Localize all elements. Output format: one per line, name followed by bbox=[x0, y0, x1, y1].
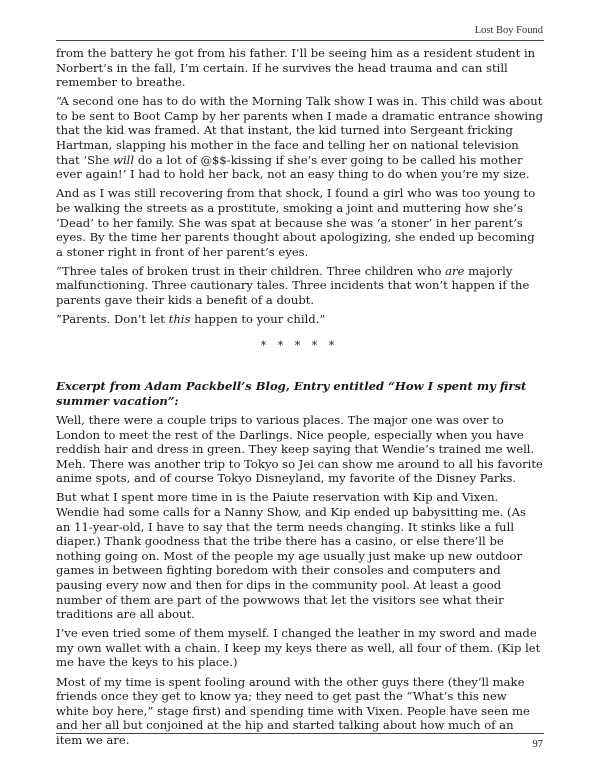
paragraph: Most of my time is spent fooling around with the other guys there (they’ll make friends once they get to know ya; they need to get past the “What’s this new white boy here,” stage first) and spending time with Vixen. People have seen me and her all but conjoined at the hip and started talking about how much of an item we are. bbox=[56, 674, 530, 747]
paragraph: And as I was still recovering from that shock, I found a girl who was too young to be walking the streets as a prostitute, smoking a joint and muttering how she’s ‘Dead’ to her family. She was spat at because she was ‘a stoner’ in her parent’s eyes. By the time her parents thought about apologizing, she ended up becoming a stoner right in front of her parent’s eyes. bbox=[56, 186, 536, 259]
blog-heading: Excerpt from Adam Packbell’s Blog, Entry entitled “How I spent my first summer vacation”: bbox=[56, 379, 527, 408]
paragraph: “Parents. Don’t let this happen to your child.” bbox=[56, 312, 326, 327]
page-body bbox=[56, 46, 543, 752]
section-separator: * * * * * bbox=[260, 338, 339, 352]
paragraph: “A second one has to do with the Morning Talk show I was in. This child was about to be sent to Boot Camp by her parents when I made a dramatic entrance showing that the kid was framed. At that instant, the kid turned into Sergeant fricking Hartman, slapping his mother in the face and telling her on national television that ‘She will do a lot of @$$-kissing if she’s ever going to be called his mother ever again!’ I had to hold her back, not an easy thing to do when you’re my size. bbox=[56, 94, 543, 182]
header-rule bbox=[56, 40, 544, 41]
paragraph: Well, there were a couple trips to various places. The major one was over to London to meet the rest of the Darlings. Nice people, especially when you have reddish hair and dress in green. They keep saying that Wendie’s trained me well. Meh. There was another trip to Tokyo so Jei can show me around to all his favorite anime spots, and of course Tokyo Disneyland, my favorite of the Disney Parks. bbox=[56, 412, 543, 486]
page-number: 97 bbox=[532, 739, 543, 750]
paragraph: But what I spent more time in is the Paiute reservation with Kip and Vixen. Wendie had some calls for a Nanny Show, and Kip ended up babysitting me. (As an 11-year-old, I have to say that the term needs changing. It stinks like a full diaper.) Thank goodness that the tribe there has a casino, or else there’ll be nothing going on. Most of the people my age usually just make up new outdoor games in between fighting boredom with their consoles and computers and pausing every now and then for dips in the community pool. At least a good number of them are part of the powwows that let the visitors see what their traditions are all about. bbox=[56, 490, 526, 622]
paragraph: from the battery he got from his father. I’ll be seeing him as a resident student in Norbert’s in the fall, I’m certain. If he survives the head trauma and can still remember to breathe. bbox=[56, 46, 536, 90]
paragraph: “Three tales of broken trust in their children. Three children who are majorly malfunctioning. Three cautionary tales. Three incidents that won’t happen if the parents gave their kids a benefit of a doubt. bbox=[56, 263, 530, 307]
paragraph: I’ve even tried some of them myself. I changed the leather in my sword and made my own wallet with a chain. I keep my keys there as well, all four of them. (Kip let me have the keys to his place.) bbox=[56, 626, 541, 670]
footer-rule bbox=[56, 733, 544, 734]
running-header: Lost Boy Found bbox=[474, 25, 543, 36]
